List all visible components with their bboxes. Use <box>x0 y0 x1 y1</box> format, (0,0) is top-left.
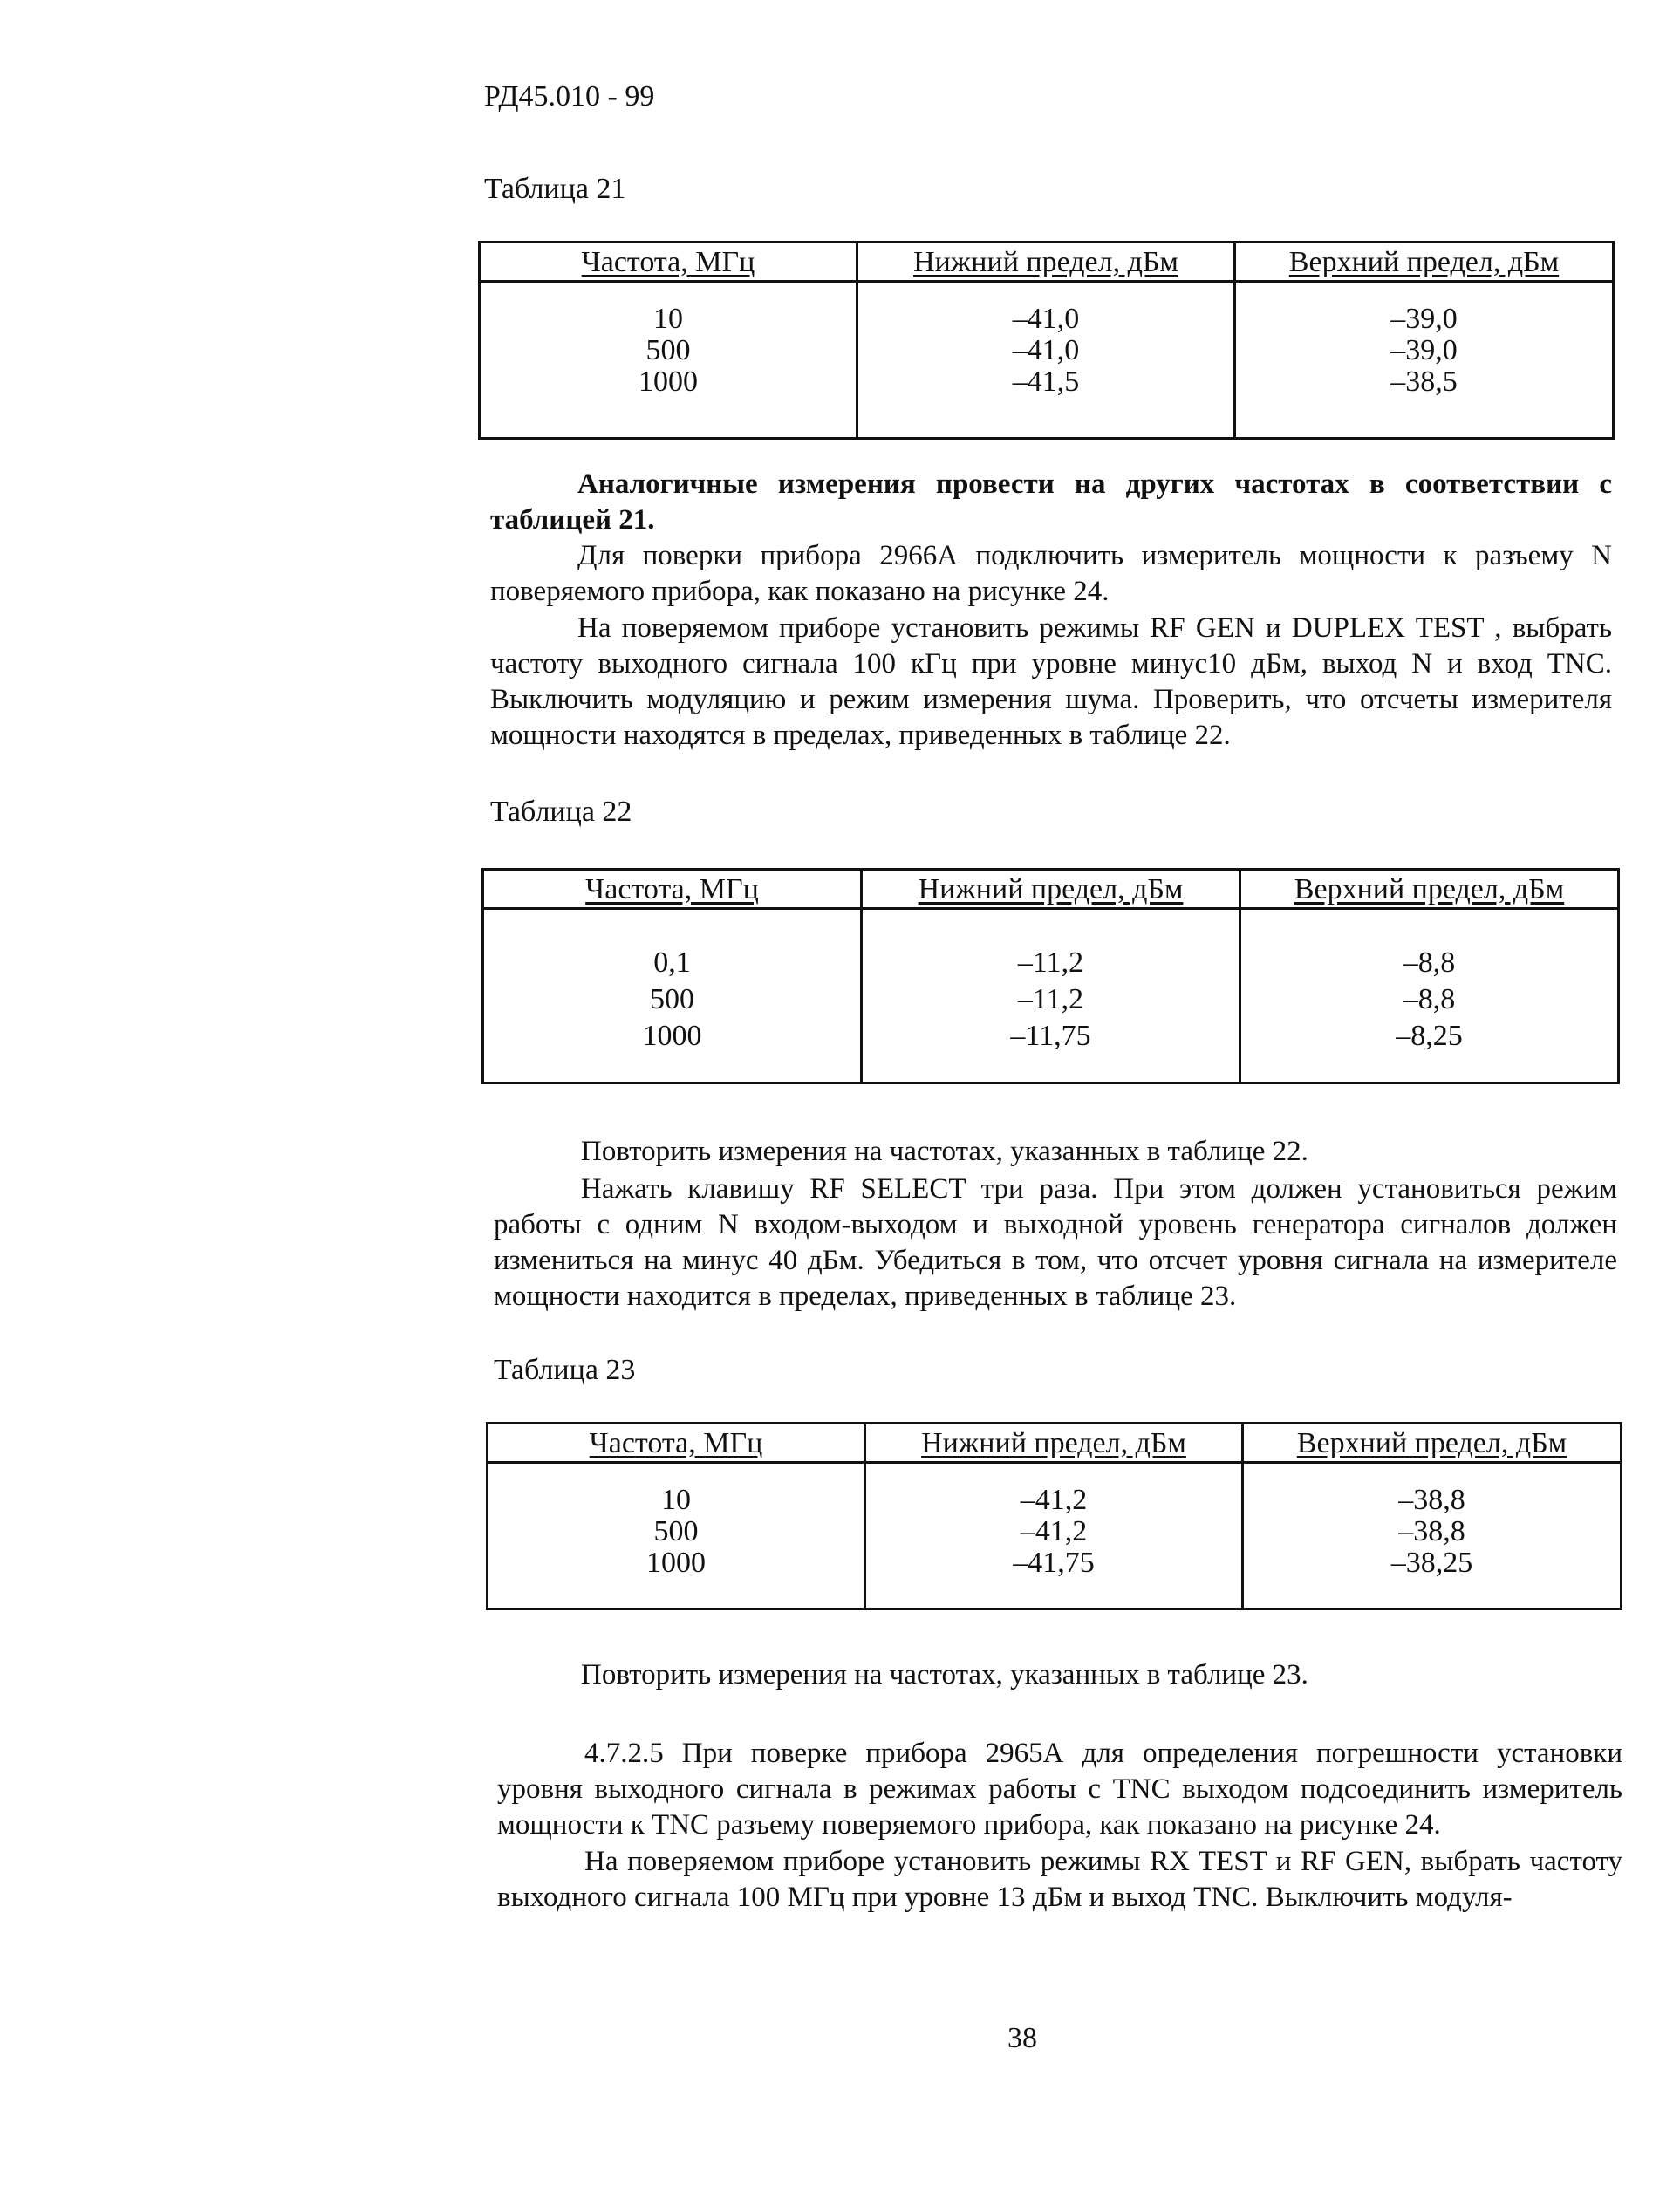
paragraph: Аналогичные измерения провести на других частотах в соответствии с таблицей 21. <box>490 468 1612 536</box>
paragraph: Повторить измерения на частотах, указанных в таблице 23. <box>581 1659 1308 1691</box>
table-cell <box>1243 1463 1622 1609</box>
cell-value: –38,8 <box>1398 1484 1465 1516</box>
table-caption: Таблица 22 <box>490 796 632 828</box>
page-header: РД45.010 - 99 <box>484 80 655 113</box>
cell-value: –8,25 <box>1396 1020 1463 1052</box>
cell-value: –8,8 <box>1403 983 1456 1015</box>
column-header: Частота, МГц <box>483 870 862 909</box>
paragraph: Нажать клавишу RF SELECT три раза. При этом должен установиться режим работы с одним N входом-выходом и выходной уровень генератора сигналов должен измениться на минус 40 дБм. Убедиться в том, что отсчет уровня сигнала на измерителе мощности находится в пределах, приведенных в таблице 23. <box>494 1173 1617 1312</box>
cell-value: –38,8 <box>1398 1515 1465 1547</box>
column-header: Верхний предел, дБм <box>1235 243 1614 282</box>
cell-value: –11,75 <box>1010 1020 1091 1052</box>
table-caption: Таблица 21 <box>484 173 626 205</box>
cell-value: –8,8 <box>1403 946 1456 979</box>
cell-value: 10 <box>653 303 683 335</box>
table-header-row <box>488 1424 1622 1463</box>
cell-value: –11,2 <box>1017 946 1084 979</box>
column-header: Частота, МГц <box>480 243 857 282</box>
cell-value: –41,0 <box>1012 334 1080 366</box>
cell-value: 500 <box>650 983 694 1015</box>
table-row <box>483 909 1619 1083</box>
cell-value: –41,75 <box>1013 1547 1095 1579</box>
cell-value: –39,0 <box>1390 303 1458 335</box>
column-header: Частота, МГц <box>488 1424 865 1463</box>
column-header: Нижний предел, дБм <box>857 243 1235 282</box>
cell-value: –41,5 <box>1012 365 1080 398</box>
cell-value: –41,0 <box>1012 303 1080 335</box>
table-row <box>488 1463 1622 1609</box>
table-header-row <box>480 243 1614 282</box>
paragraph: 4.7.2.5 При поверке прибора 2965А для определения погрешности установки уровня выходного сигнала в режимах работы с TNC выходом подсоединить измеритель мощности к TNC разъему поверяемого прибора, как показано на рисунке 24. <box>497 1738 1622 1841</box>
table-cell <box>857 282 1235 439</box>
table-cell <box>483 909 862 1083</box>
cell-value: 10 <box>661 1484 691 1516</box>
cell-value: 1000 <box>646 1547 706 1579</box>
cell-value: 500 <box>653 1515 699 1547</box>
table-cell <box>865 1463 1243 1609</box>
table-cell <box>862 909 1240 1083</box>
cell-value: 0,1 <box>653 946 691 979</box>
table-caption: Таблица 23 <box>494 1354 636 1386</box>
column-header: Верхний предел, дБм <box>1240 870 1619 909</box>
paragraph: Для поверки прибора 2966А подключить измеритель мощности к разъему N поверяемого прибора, как показано на рисунке 24. <box>490 540 1612 607</box>
table-cell <box>1240 909 1619 1083</box>
table-row <box>480 282 1614 439</box>
table-header-row <box>483 870 1619 909</box>
column-header: Верхний предел, дБм <box>1243 1424 1622 1463</box>
data-table <box>478 241 1615 440</box>
paragraph: На поверяемом приборе установить режимы RX TEST и RF GEN, выбрать частоту выходного сигнала 100 МГц при уровне 13 дБм и выход TNC. Выключить модуля- <box>497 1846 1622 1913</box>
cell-value: 500 <box>645 334 691 366</box>
cell-value: –41,2 <box>1020 1515 1088 1547</box>
data-table <box>481 868 1620 1084</box>
cell-value: –11,2 <box>1017 983 1084 1015</box>
cell-value: 1000 <box>642 1020 702 1052</box>
cell-value: 1000 <box>639 365 698 398</box>
column-header: Нижний предел, дБм <box>862 870 1240 909</box>
table-cell <box>480 282 857 439</box>
page-number: 38 <box>1007 2022 1037 2054</box>
table-cell <box>1235 282 1614 439</box>
paragraph: На поверяемом приборе установить режимы RF GEN и DUPLEX TEST , выбрать частоту выходного сигнала 100 кГц при уровне минус10 дБм, выход N и вход TNC. Выключить модуляцию и режим измерения шума. Проверить, что отсчеты измерителя мощности находятся в пределах, приведенных в таблице 22. <box>490 612 1612 751</box>
column-header: Нижний предел, дБм <box>865 1424 1243 1463</box>
cell-value: –41,2 <box>1020 1484 1088 1516</box>
data-table <box>486 1422 1622 1610</box>
cell-value: –38,25 <box>1390 1547 1473 1579</box>
paragraph: Повторить измерения на частотах, указанных в таблице 22. <box>581 1136 1308 1167</box>
cell-value: –39,0 <box>1390 334 1458 366</box>
cell-value: –38,5 <box>1390 365 1458 398</box>
table-cell <box>488 1463 865 1609</box>
